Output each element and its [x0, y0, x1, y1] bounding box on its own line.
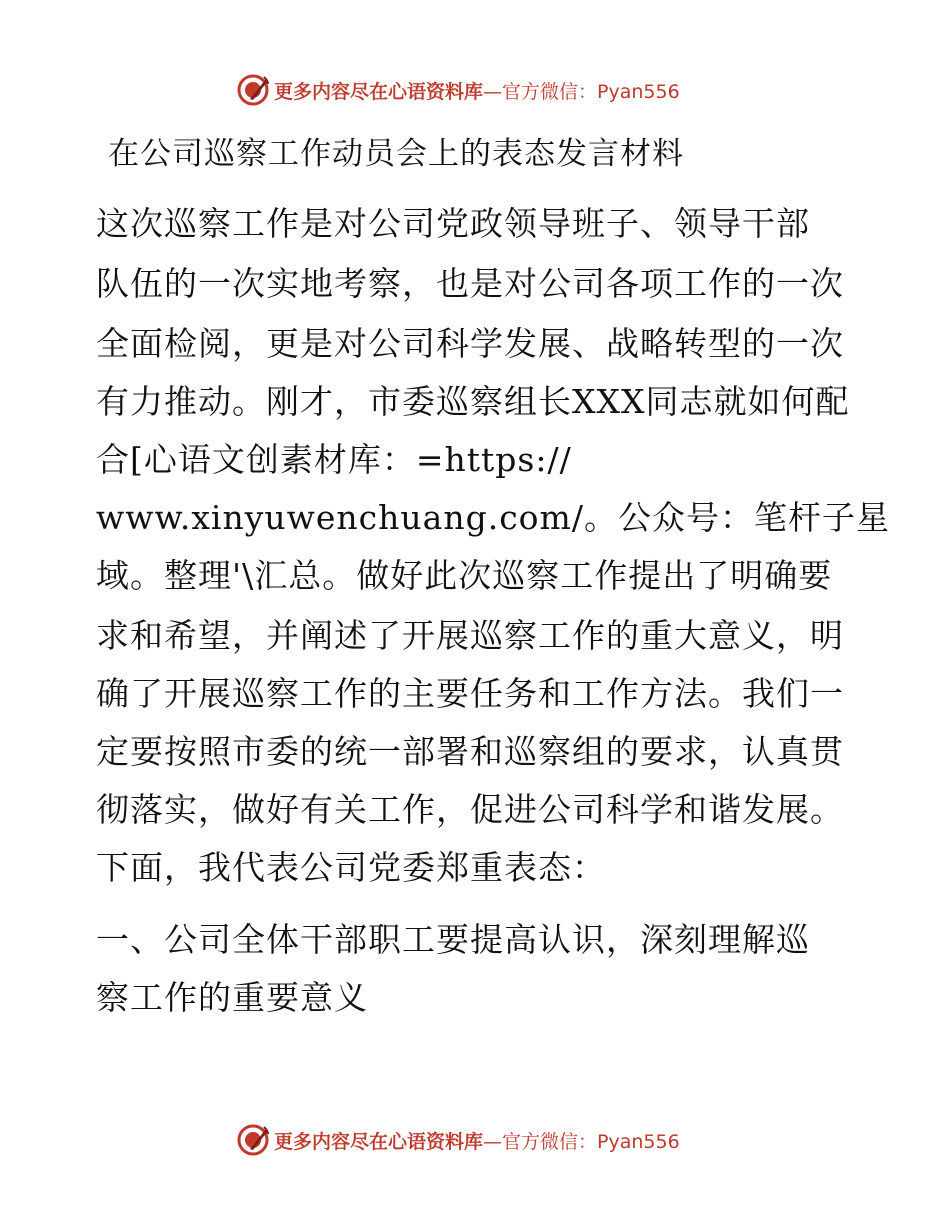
body-line: 合[心语文创素材库：=https:// — [96, 440, 572, 479]
footer-banner-text: 更多内容尽在心语资料库 — [274, 1130, 484, 1153]
body-line: www.xinyuwenchuang.com/。公众号：笔杆子星 — [96, 498, 890, 537]
section-heading-line: 一、公司全体干部职工要提高认识，深刻理解巡 — [96, 920, 810, 959]
quill-seal-icon — [236, 1123, 270, 1157]
body-line: 队伍的一次实地考察，也是对公司各项工作的一次 — [96, 264, 844, 303]
body-line: 彻落实，做好有关工作，促进公司科学和谐发展。 — [96, 790, 844, 829]
footer-banner-suffix: —官方微信：Pyan556 — [483, 1130, 680, 1153]
body-line: 全面检阅，更是对公司科学发展、战略转型的一次 — [96, 324, 844, 363]
body-line: 下面，我代表公司党委郑重表态： — [96, 848, 606, 887]
quill-seal-icon — [236, 73, 270, 107]
body-line: 确了开展巡察工作的主要任务和工作方法。我们一 — [96, 674, 844, 713]
body-line: 域。整理'\汇总。做好此次巡察工作提出了明确要 — [96, 556, 833, 595]
body-line: 定要按照市委的统一部署和巡察组的要求，认真贯 — [96, 732, 844, 771]
body-line: 求和希望，并阐述了开展巡察工作的重大意义，明 — [96, 616, 844, 655]
header-banner-suffix: —官方微信：Pyan556 — [483, 80, 680, 103]
section-heading-line: 察工作的重要意义 — [96, 978, 368, 1017]
footer-banner — [236, 1122, 680, 1158]
body-line: 有力推动。刚才，市委巡察组长XXX同志就如何配 — [96, 382, 850, 421]
header-banner — [236, 72, 680, 108]
document-title: 在公司巡察工作动员会上的表态发言材料 — [108, 136, 684, 172]
body-line: 这次巡察工作是对公司党政领导班子、领导干部 — [96, 204, 810, 243]
header-banner-text: 更多内容尽在心语资料库 — [274, 80, 484, 103]
